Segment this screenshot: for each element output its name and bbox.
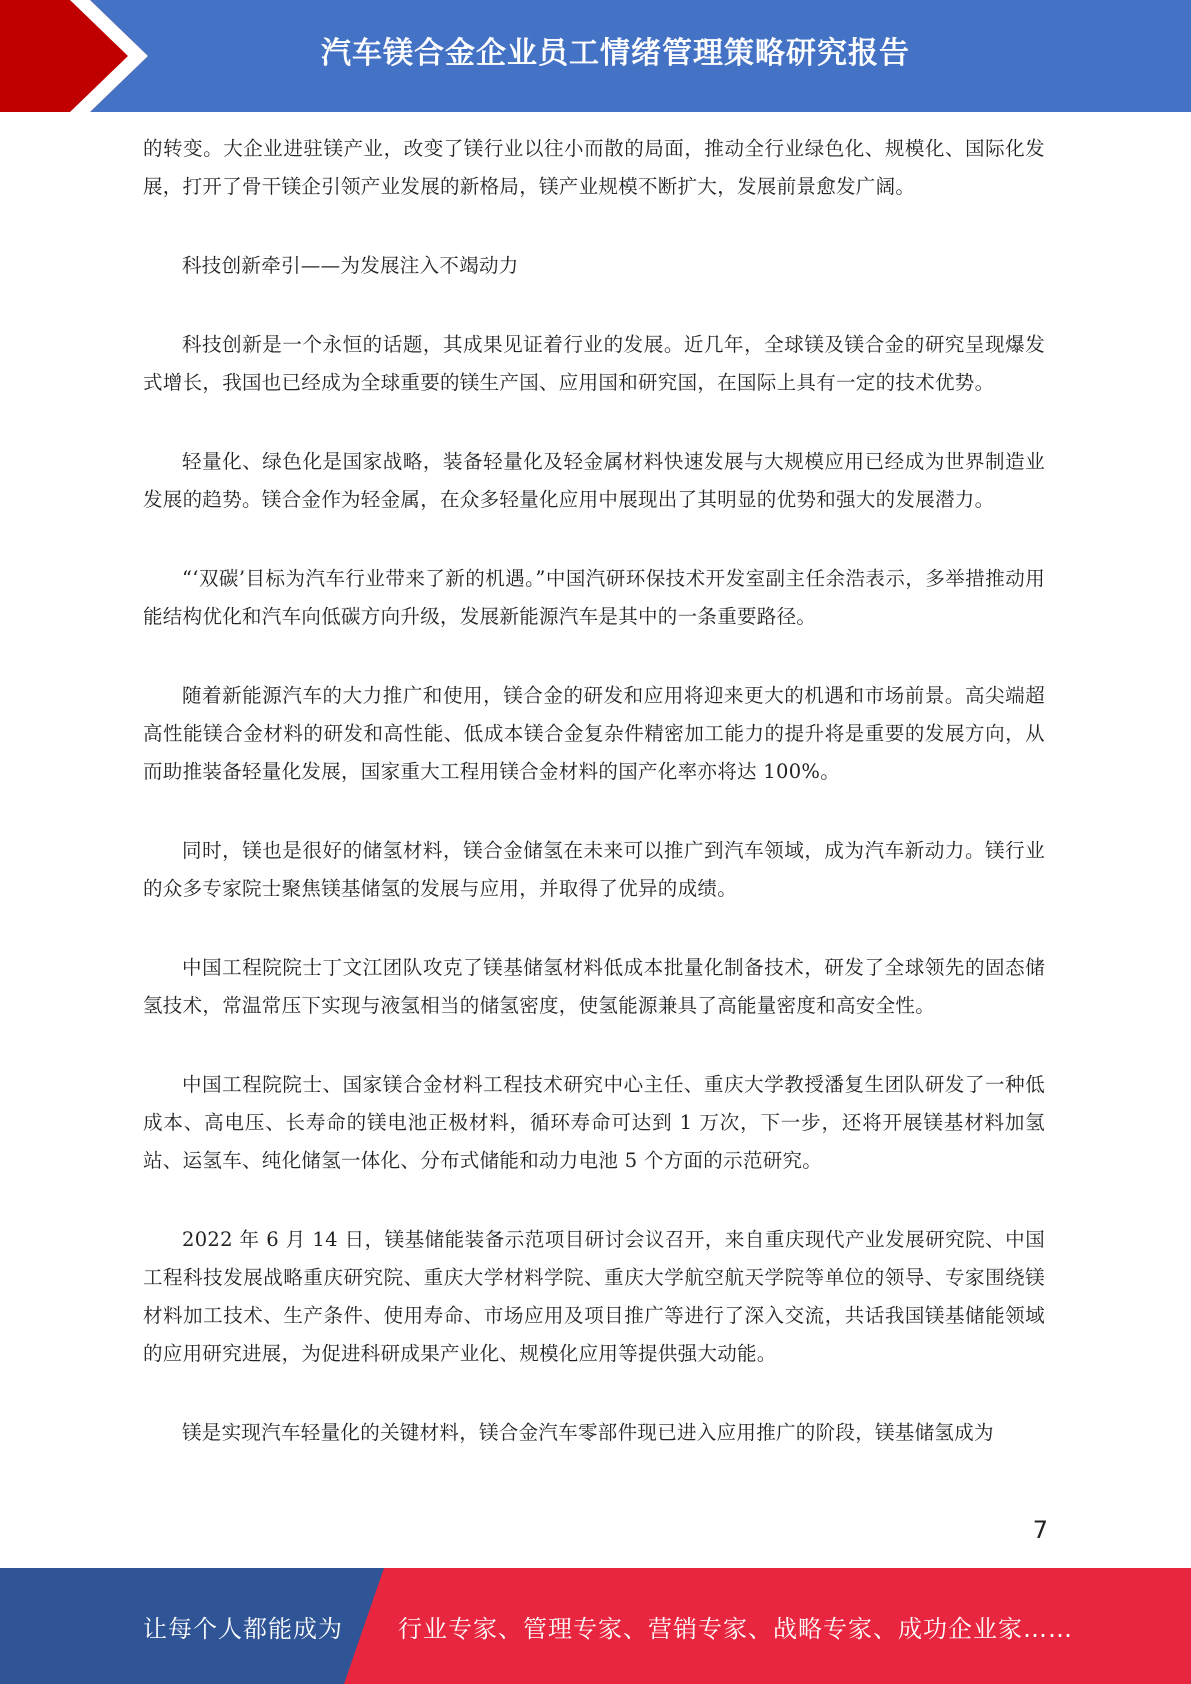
- page-number: 7: [1032, 1516, 1048, 1544]
- paragraph: 科技创新是一个永恒的话题，其成果见证着行业的发展。近几年，全球镁及镁合金的研究呈现爆发式增长，我国也已经成为全球重要的镁生产国、应用国和研究国，在国际上具有一定的技术优势。: [143, 333, 1045, 394]
- page-title: 汽车镁合金企业员工情绪管理策略研究报告: [321, 36, 910, 71]
- paragraph: 2022 年 6 月 14 日，镁基储能装备示范项目研讨会议召开，来自重庆现代产业发展研究院、中国工程科技发展战略重庆研究院、重庆大学材料学院、重庆大学航空航天学院等单位的领导、专家围绕镁材料加工技术、生产条件、使用寿命、市场应用及项目推广等进行了深入交流，共话我国镁基储能领域的应用研究进展，为促进科研成果产业化、规模化应用等提供强大动能。: [143, 1228, 1045, 1365]
- section-heading: 科技创新牵引——为发展注入不竭动力: [182, 254, 519, 277]
- footer-slogan-left: 让每个人都能成为: [143, 1614, 343, 1643]
- paragraph: 轻量化、绿色化是国家战略，装备轻量化及轻金属材料快速发展与大规模应用已经成为世界制造业发展的趋势。镁合金作为轻金属，在众多轻量化应用中展现出了其明显的优势和强大的发展潜力。: [143, 450, 1045, 511]
- paragraph: “‘双碳’目标为汽车行业带来了新的机遇。”中国汽研环保技术开发室副主任余浩表示，多举措推动用能结构优化和汽车向低碳方向升级，发展新能源汽车是其中的一条重要路径。: [143, 567, 1045, 628]
- paragraph: 同时，镁也是很好的储氢材料，镁合金储氢在未来可以推广到汽车领域，成为汽车新动力。镁行业的众多专家院士聚焦镁基储氢的发展与应用，并取得了优异的成绩。: [143, 839, 1045, 900]
- footer-banner: [0, 1568, 1191, 1684]
- paragraph: 镁是实现汽车轻量化的关键材料，镁合金汽车零部件现已进入应用推广的阶段，镁基储氢成为: [182, 1421, 994, 1444]
- paragraph: 中国工程院院士丁文江团队攻克了镁基储氢材料低成本批量化制备技术，研发了全球领先的固态储氢技术，常温常压下实现与液氢相当的储氢密度，使氢能源兼具了高能量密度和高安全性。: [143, 956, 1045, 1017]
- footer-slogan-right: 行业专家、管理专家、营销专家、战略专家、成功企业家……: [398, 1614, 1073, 1643]
- paragraph: 的转变。大企业进驻镁产业，改变了镁行业以往小而散的局面，推动全行业绿色化、规模化、国际化发展，打开了骨干镁企引领产业发展的新格局，镁产业规模不断扩大，发展前景愈发广阔。: [143, 137, 1045, 198]
- document-body: [143, 130, 1045, 1493]
- header-chevron-decoration: [0, 0, 160, 112]
- paragraph: 中国工程院院士、国家镁合金材料工程技术研究中心主任、重庆大学教授潘复生团队研发了一种低成本、高电压、长寿命的镁电池正极材料，循环寿命可达到 1 万次，下一步，还将开展镁基材料加氢站、运氢车、纯化储氢一体化、分布式储能和动力电池 5 个方面的示范研究。: [143, 1073, 1045, 1172]
- paragraph: 随着新能源汽车的大力推广和使用，镁合金的研发和应用将迎来更大的机遇和市场前景。高尖端超高性能镁合金材料的研发和高性能、低成本镁合金复杂件精密加工能力的提升将是重要的发展方向，从而助推装备轻量化发展，国家重大工程用镁合金材料的国产化率亦将达 100%。: [143, 684, 1045, 783]
